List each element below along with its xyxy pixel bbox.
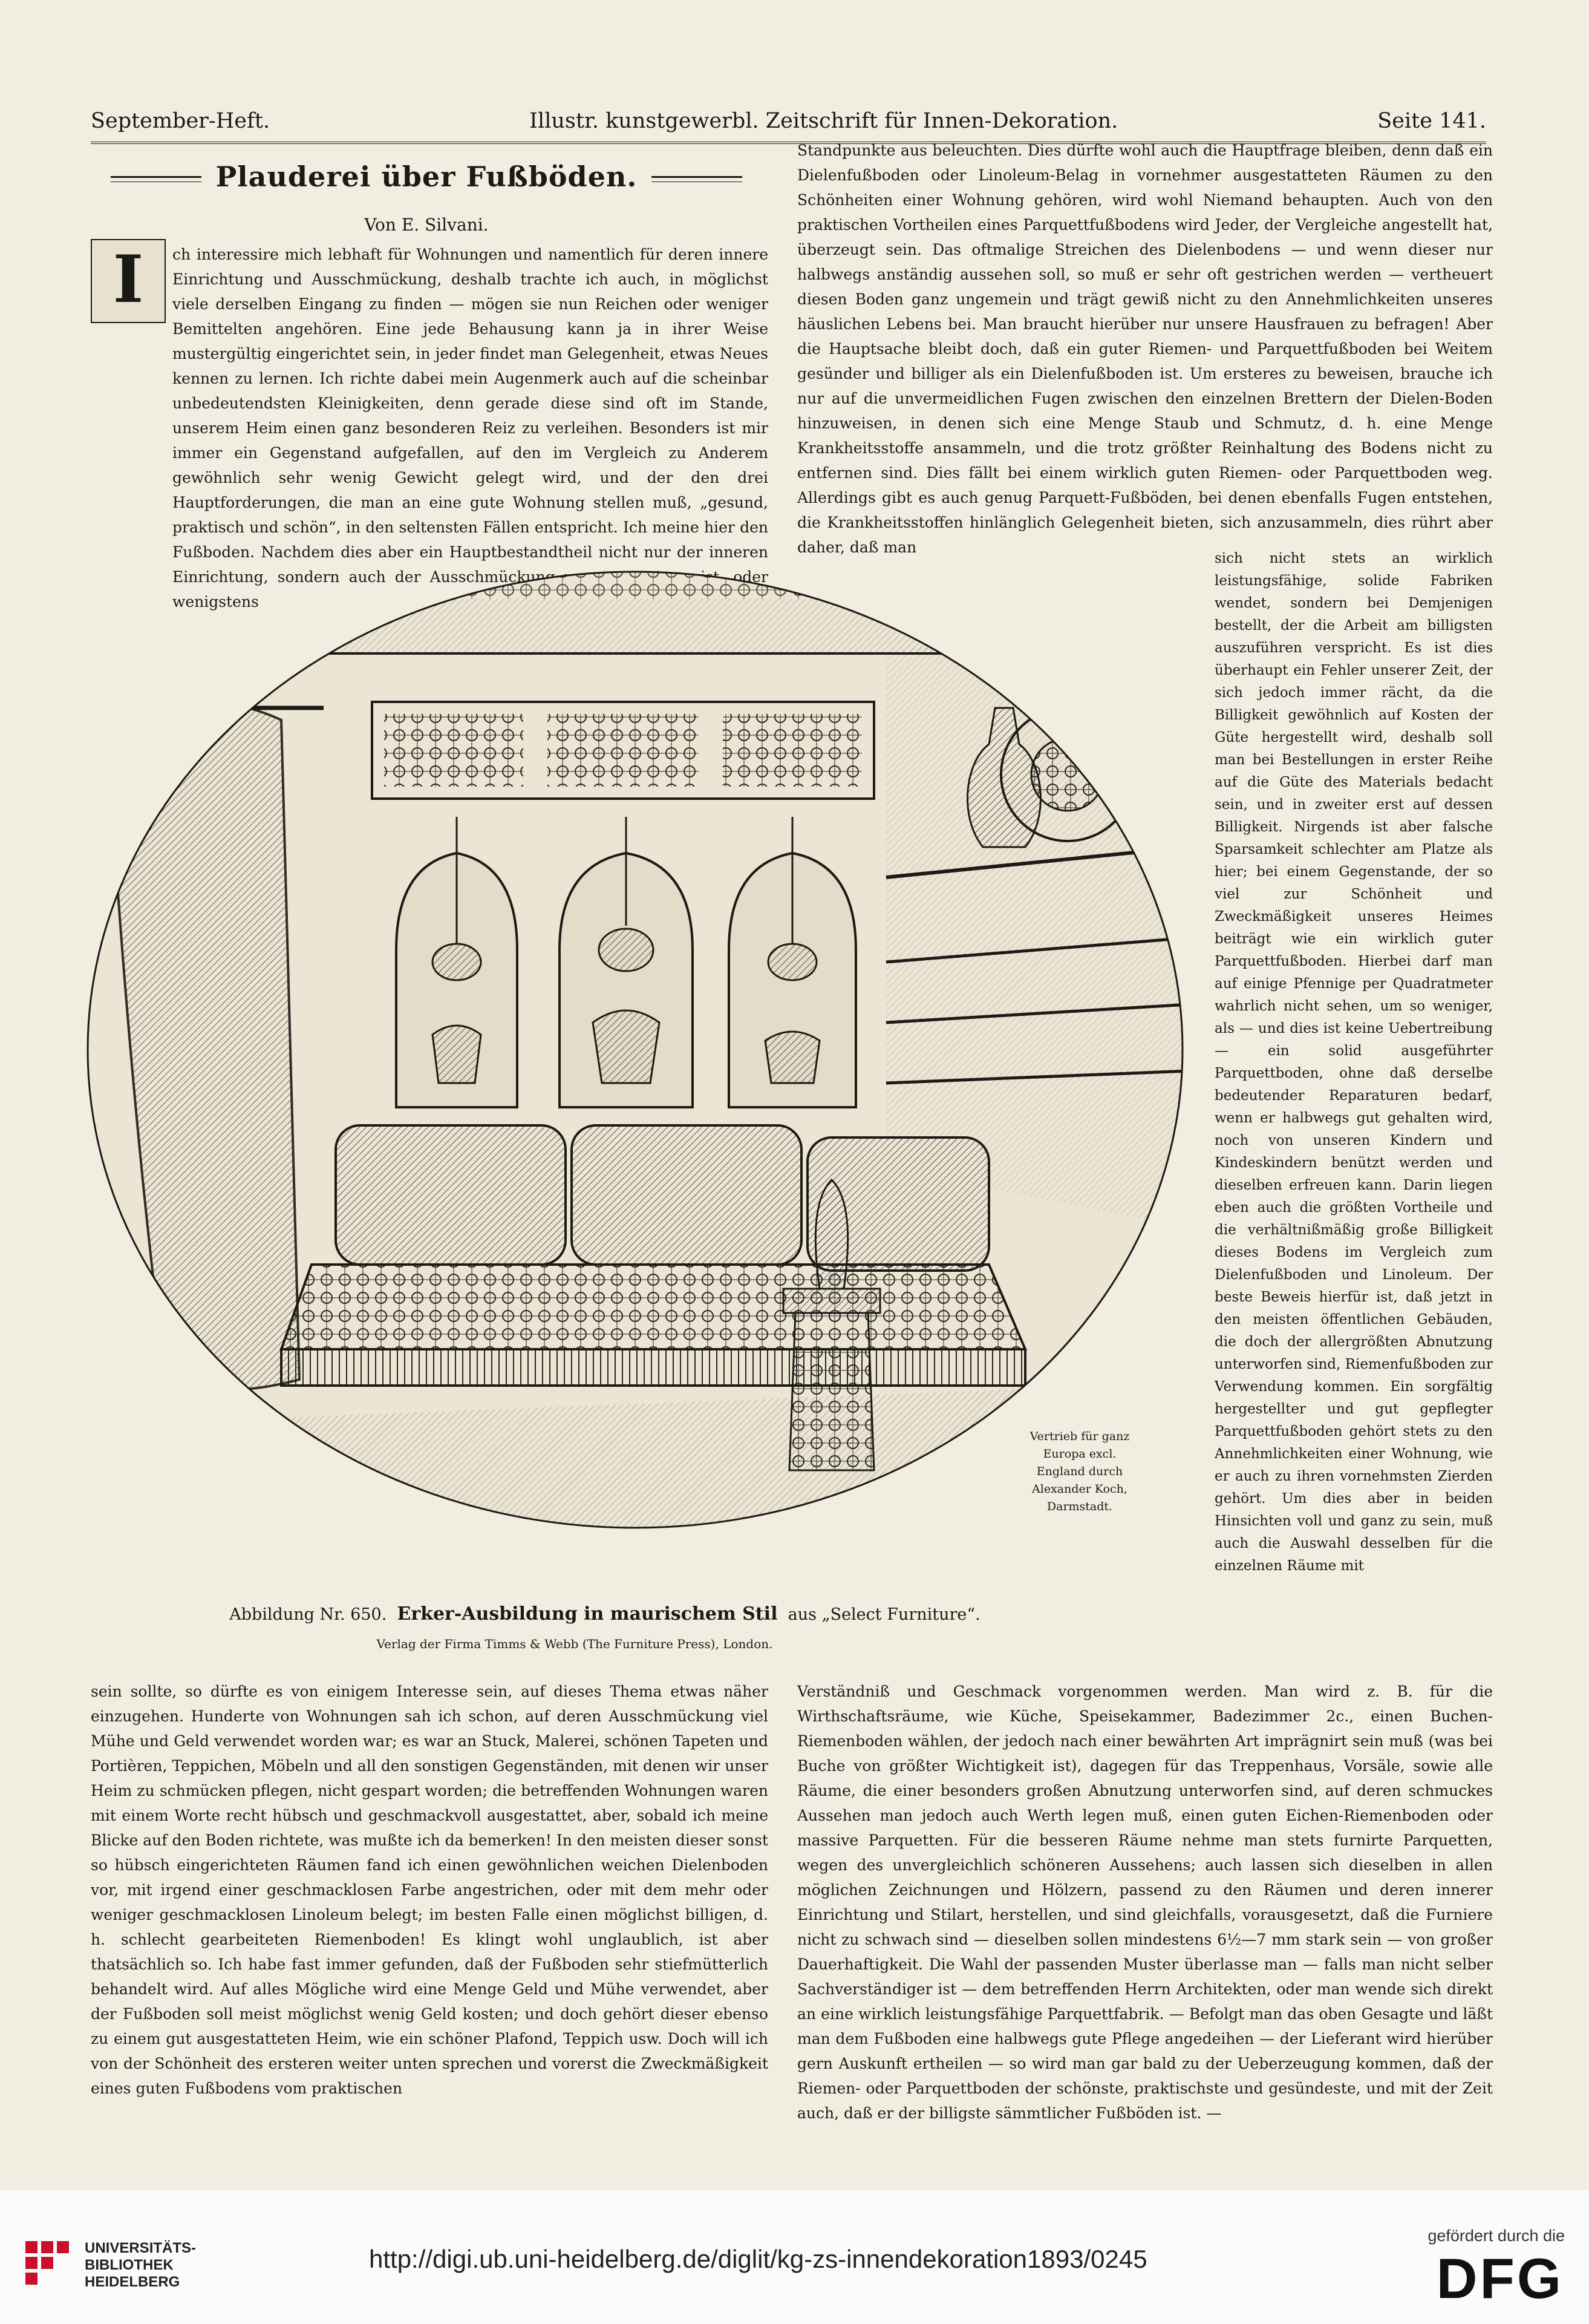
- header-journal: Illustr. kunstgewerbl. Zeitschrift für Innen-Dekoration.: [529, 109, 1118, 133]
- university-library-name: [85, 2240, 196, 2291]
- caption-source: aus „Select Furniture“.: [788, 1605, 980, 1624]
- title-ornament-right: [651, 176, 742, 182]
- text-left-top-indented: [172, 242, 768, 614]
- figure-distribution-note: Vertrieb für ganz Europa excl. England durch Alexander Koch, Darmstadt.: [1029, 1430, 1130, 1513]
- paragraph-left-bottom: sein sollte, so dürfte es von einigem Interesse sein, auf dieses Thema etwas näher einzugehen. Hunderte von Wohnungen sah ich schon, auf deren Ausschmückung viel Mühe und Geld verwendet worden war; es war an Stuck, Malerei, schönen Tapeten und Portièren, Teppichen, Möbeln und all den sonstigen Gegenständen, mit denen wir unser Heim zu schmücken pflegen, nicht gespart worden; die betreffenden Wohnungen waren mit einem Worte recht hübsch und geschmackvoll ausgestattet, aber, sobald ich meine Blicke auf den Boden richtete, was mußte ich da bemerken! In den meisten dieser sonst so hübsch eingerichteten Räumen fand ich einen gewöhnlichen weichen Dielenboden vor, mit irgend einer geschmacklosen Farbe angestrichen, oder mit dem mehr oder weniger geschmacklosen Linoleum belegt; im besten Falle einen möglichst billigen, d. h. schlecht gearbeiteten Riemenboden! Es klingt wohl unglaublich, ist aber thatsächlich so. Ich habe fast immer gefunden, daß der Fußboden sehr stiefmütterlich behandelt wird. Auf alles Mögliche wird eine Menge Geld und Mühe verwendet, aber der Fußboden soll meist möglichst wenig Geld kosten; und doch gehört dieser ebenso zu einem gut ausgestatteten Heim, wie ein schöner Plafond, Teppich usw. Doch will ich von der Schönheit des ersteren weiter unten sprechen und vorerst die Zweckmäßigkeit eines guten Fußbodens vom praktischen: [91, 1683, 768, 2097]
- paragraph-right-top: Standpunkte aus beleuchten. Dies dürfte wohl auch die Hauptfrage bleiben, denn daß ein Dielenfußboden oder Linoleum-Belag in vornehmer ausgestatteten Räumen zu den Schönheiten einer Wohnung gehören, wird wohl Niemand behaupten. Auch von den praktischen Vortheilen eines Parquettfußbodens wird Jeder, der Vergleiche angestellt hat, überzeugt sein. Das oftmalige Streichen des Dielenbodens — und wenn dieser nur halbwegs anständig aussehen soll, so muß er sehr oft gestrichen werden — vertheuert diesen Boden ganz ungemein und trägt gewiß nicht zu den Annehmlichkeiten unseres häuslichen Lebens bei. Man braucht hierüber nur unsere Hausfrauen zu befragen! Aber die Hauptsache bleibt doch, daß ein guter Riemen- und Parquettfußboden bei Weitem gesünder und billiger als ein Dielenfußboden ist. Um ersteres zu beweisen, brauche ich nur auf die unvermeidlichen Fugen zwischen den einzelnen Brettern der Dielen-Boden hinzuweisen, in denen sich eine Menge Staub und Schmutz, d. h. eine Menge Krankheitsstoffe ansammeln, und die trotz größter Reinhaltung des Bodens nicht zu entfernen sind. Dies fällt bei einem wirklich guten Riemen- oder Parquettboden weg. Allerdings gibt es auch genug Parquett-Fußböden, bei denen ebenfalls Fugen entstehen, die Krankheitsstoffen hinlänglich Gelegenheit bieten, sich anzusammeln, dies rührt aber daher, daß man: [797, 142, 1493, 556]
- text-right-bottom: [797, 1679, 1493, 2151]
- header-issue: September-Heft.: [91, 109, 270, 133]
- figure-caption: [121, 1603, 1089, 1625]
- library-name-line: UNIVERSITÄTS-: [85, 2240, 197, 2256]
- caption-title: Erker-Ausbildung in maurischem Stil: [397, 1603, 778, 1625]
- figure-credit: Verlag der Firma Timms & Webb (The Furniture Press), London.: [376, 1637, 773, 1651]
- funding-note: gefördert durch die: [1427, 2227, 1565, 2245]
- header-page-number: Seite 141.: [1377, 109, 1486, 133]
- text-left-bottom: [91, 1679, 768, 2151]
- text-right-narrow: [1215, 548, 1493, 1661]
- permalink-url[interactable]: http://digi.ub.uni-heidelberg.de/diglit/kg-zs-innendekoration1893/0245: [369, 2245, 1147, 2273]
- dfg-logo: DFG: [1436, 2247, 1564, 2310]
- title-ornament-left: [111, 176, 201, 182]
- running-header: [91, 97, 1486, 144]
- library-name-line: HEIDELBERG: [85, 2274, 180, 2290]
- paragraph-intro: ch interessire mich lebhaft für Wohnungen und namentlich für deren innere Einrichtung und Ausschmückung, deshalb trachte ich auch, in möglichst viele derselben Eingang zu finden — mögen sie nun Reichen oder weniger Bemittelten angehören. Eine jede Behausung kann ja in ihrer Weise mustergültig eingerichtet sein, in jeder findet man Gelegenheit, etwas Neues kennen zu lernen. Ich richte dabei mein Augenmerk auch auf die scheinbar unbedeutendsten Kleinigkeiten, denn gerade diese sind oft im Stande, unserem Heim einen ganz besonderen Reiz zu verleihen. Besonders ist mir immer ein Gegenstand aufgefallen, auf den im Vergleich zu Anderem gewöhnlich sehr wenig Gewicht gelegt wird, und der den drei Hauptforderungen, die man an eine gute Wohnung stellen muß, „gesund, praktisch und schön“, in den seltensten Fällen entspricht. Ich meine hier den Fußboden. Nachdem dies aber ein Hauptbestandtheil nicht nur der inneren Einrichtung, sondern auch der Ausschmückung unseres Heimes ist, oder wenigstens: [172, 246, 768, 610]
- paragraph-right-bottom: Verständniß und Geschmack vorgenommen werden. Man wird z. B. für die Wirthschaftsräume, wie Küche, Speisekammer, Badezimmer 2c., einen Buchen-Riemenboden wählen, der jedoch nach einer bewährten Art imprägnirt sein muß (was bei Buche von größter Wichtigkeit ist), dagegen für das Treppenhaus, Vorsäle, sowie alle Räume, die einer besonders großen Abnutzung unterworfen sind, auf deren schmuckes Aussehen man jedoch auch Werth legen muß, einen guten Eichen-Riemenboden oder massive Parquetten. Für die besseren Räume nehme man stets furnirte Parquetten, wegen des unvergleichlich schöneren Aussehens; auch lassen sich dieselben in allen möglichen Zeichnungen und Hölzern, passend zu den Räumen und deren innerer Einrichtung und Stilart, herstellen, und sind gleichfalls, vorausgesetzt, daß die Furniere nicht zu schwach sind — dieselben sollen mindestens 6½—7 mm stark sein — von großer Dauerhaftigkeit. Die Wahl der passenden Muster überlasse man — falls man nicht selber Sachverständiger ist — dem betreffenden Herrn Architekten, oder man wende sich direkt an eine wirklich leistungsfähige Parquettfabrik. — Befolgt man das oben Gesagte und läßt man dem Fußboden eine halbwegs gute Pflege angedeihen — der Lieferant wird hierüber gern Auskunft ertheilen — so wird man gar bald zu der Ueberzeugung kommen, daß der Riemen- oder Parquettboden der schönste, praktischste und gesündeste, und mit der Zeit auch, daß er der billigste sämmtlicher Fußböden ist. —: [797, 1683, 1493, 2122]
- paragraph-right-narrow: sich nicht stets an wirklich leistungsfähige, solide Fabriken wendet, sondern bei Demjenigen bestellt, der die Arbeit am billigsten auszuführen verspricht. Es ist dies überhaupt ein Fehler unserer Zeit, der sich jedoch immer rächt, da die Billigkeit gewöhnlich auf Kosten der Güte hergestellt wird, deshalb soll man bei Bestellungen in erster Reihe auf die Güte des Materials bedacht sein, und in zweiter erst auf dessen Billigkeit. Nirgends ist aber falsche Sparsamkeit schlechter am Platze als hier; bei einem Gegenstande, der so viel zur Schönheit und Zweckmäßigkeit unseres Heimes beiträgt wie ein wirklich guter Parquettfußboden. Hierbei darf man auf einige Pfennige per Quadratmeter wahrlich nicht sehen, um so weniger, als — und dies ist keine Uebertreibung — ein solid ausgeführter Parquettboden, ohne daß derselbe bedeutender Reparaturen bedarf, wenn er halbwegs gut gehalten wird, noch von unseren Kindern und Kindeskindern benützt werden und dieselben erfreuen kann. Darin liegen eben auch die größten Vortheile und die verhältnißmäßig große Billigkeit dieses Bodens im Vergleich zum Dielenfußboden und Linoleum. Der beste Beweis hierfür ist, daß jetzt in den meisten öffentlichen Gebäuden, die doch der allergrößten Abnutzung unterworfen sind, Riemenfußboden zur Verwendung kommen. Ein sorgfältig hergestellter und gut gepflegter Parquettfußboden gehört stets zu den Annehmlichkeiten einer Wohnung, wie er auch zu ihren vornehmsten Zierden gehört. Um dies aber in beiden Hinsichten voll und ganz zu sein, muß auch die Auswahl desselben für die einzelnen Räume mit: [1215, 551, 1493, 1574]
- article-author: Von E. Silvani.: [364, 215, 489, 235]
- article-title-text: Plauderei über Fußböden.: [215, 160, 638, 193]
- article-title: [85, 160, 768, 193]
- text-right-top: [797, 138, 1493, 556]
- drop-cap: I: [91, 239, 166, 323]
- caption-number: Abbildung Nr. 650.: [229, 1605, 387, 1624]
- university-library-logo-icon: [23, 2239, 71, 2287]
- moorish-interior-illustration: [82, 563, 1189, 1537]
- library-name-line: BIBLIOTHEK: [85, 2257, 174, 2273]
